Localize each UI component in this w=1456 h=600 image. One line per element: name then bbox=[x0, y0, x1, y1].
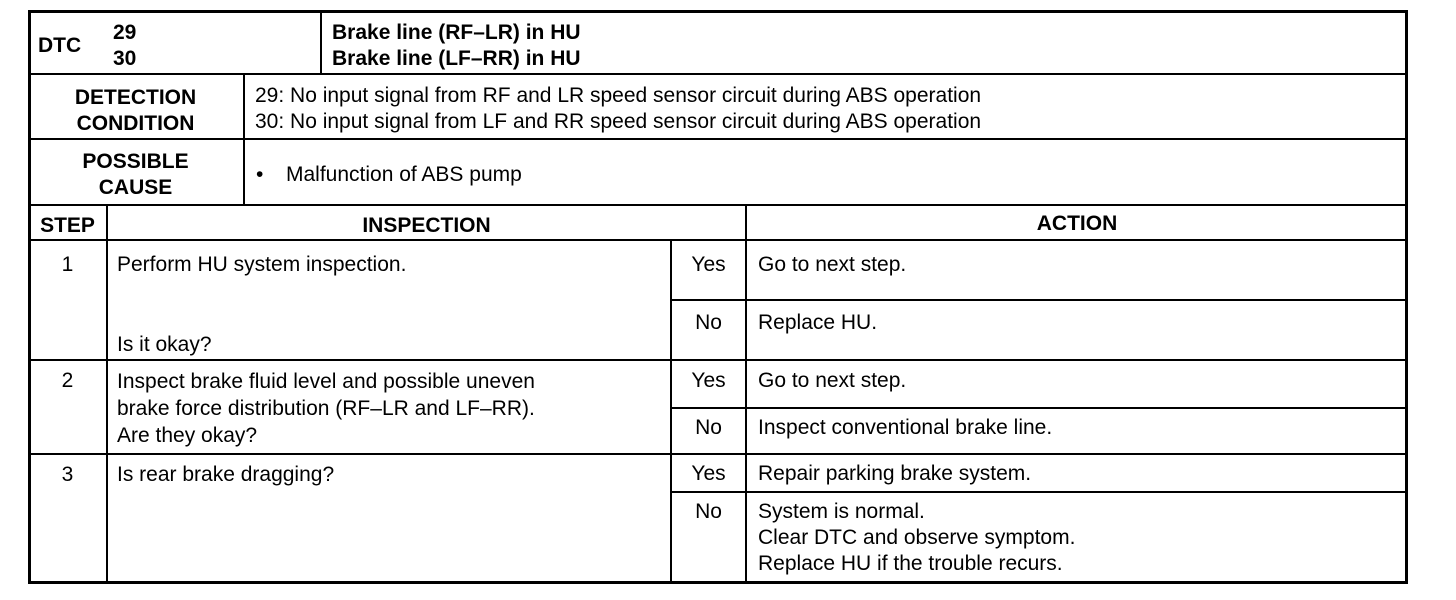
step-3-no-action-line-1: System is normal. bbox=[758, 500, 925, 523]
step-2-yes-action: Go to next step. bbox=[758, 369, 907, 392]
column-header-inspection: INSPECTION bbox=[362, 214, 491, 237]
cause-label-line-2: CAUSE bbox=[98, 176, 173, 199]
cause-bullet: • bbox=[256, 163, 264, 186]
cause-item: Malfunction of ABS pump bbox=[286, 163, 522, 186]
step-1-yes-action: Go to next step. bbox=[758, 253, 907, 276]
divider-step-1 bbox=[28, 359, 1408, 361]
dtc-code-29: 29 bbox=[113, 21, 137, 44]
step-1-no-label: No bbox=[695, 311, 722, 334]
dtc-title-30: Brake line (LF–RR) in HU bbox=[332, 47, 581, 70]
table-border-right bbox=[1405, 10, 1408, 584]
step-3-inspection-line-1: Is rear brake dragging? bbox=[117, 463, 335, 486]
dtc-title-29: Brake line (RF–LR) in HU bbox=[332, 21, 581, 44]
step-2-no-action: Inspect conventional brake line. bbox=[758, 416, 1053, 439]
step-2-inspection-line-3: Are they okay? bbox=[117, 424, 258, 447]
step-3-no-action-line-3: Replace HU if the trouble recurs. bbox=[758, 552, 1063, 575]
step-3-no-label: No bbox=[695, 500, 722, 523]
step-1-no-action: Replace HU. bbox=[758, 311, 878, 334]
table-border-top bbox=[28, 10, 1408, 13]
step-3-yes-action: Repair parking brake system. bbox=[758, 462, 1032, 485]
divider-action-column bbox=[745, 205, 747, 583]
step-3-no-action-line-2: Clear DTC and observe symptom. bbox=[758, 526, 1076, 549]
divider-column-headers bbox=[28, 239, 1408, 241]
divider-dtc-title bbox=[320, 10, 322, 74]
divider-header bbox=[28, 73, 1408, 75]
table-border-bottom bbox=[28, 581, 1408, 584]
step-3-yes-label: Yes bbox=[691, 462, 726, 485]
step-2-number: 2 bbox=[61, 369, 74, 392]
divider-detection bbox=[28, 138, 1408, 140]
step-2-yes-label: Yes bbox=[691, 369, 726, 392]
divider-step-1-yes-no bbox=[670, 299, 1408, 301]
step-2-no-label: No bbox=[695, 416, 722, 439]
column-header-step: STEP bbox=[40, 214, 95, 237]
step-1-yes-label: Yes bbox=[691, 253, 726, 276]
step-2-inspection-line-2: brake force distribution (RF–LR and LF–RR). bbox=[117, 397, 535, 420]
dtc-inspection-table bbox=[28, 10, 1408, 584]
detection-line-29: 29: No input signal from RF and LR speed sensor circuit during ABS operation bbox=[255, 84, 982, 107]
cause-label-line-1: POSSIBLE bbox=[82, 150, 189, 173]
step-1-number: 1 bbox=[61, 253, 74, 276]
dtc-code-30: 30 bbox=[113, 47, 137, 70]
dtc-label: DTC bbox=[38, 34, 82, 57]
detection-label-line-1: DETECTION bbox=[74, 86, 197, 109]
divider-step-2 bbox=[28, 453, 1408, 455]
step-3-number: 3 bbox=[61, 463, 74, 486]
step-1-inspection-line-2: Is it okay? bbox=[117, 333, 212, 356]
detection-label-line-2: CONDITION bbox=[76, 112, 195, 135]
divider-label-column bbox=[243, 74, 245, 205]
divider-step-3-yes-no bbox=[670, 491, 1408, 493]
divider-step-2-yes-no bbox=[670, 407, 1408, 409]
divider-yes-no-column bbox=[670, 240, 672, 583]
step-2-inspection-line-1: Inspect brake fluid level and possible uneven bbox=[117, 370, 535, 393]
divider-cause bbox=[28, 204, 1408, 206]
detection-line-30: 30: No input signal from LF and RR speed sensor circuit during ABS operation bbox=[255, 110, 982, 133]
column-header-action: ACTION bbox=[1036, 212, 1118, 235]
step-1-inspection-line-1: Perform HU system inspection. bbox=[117, 253, 407, 276]
